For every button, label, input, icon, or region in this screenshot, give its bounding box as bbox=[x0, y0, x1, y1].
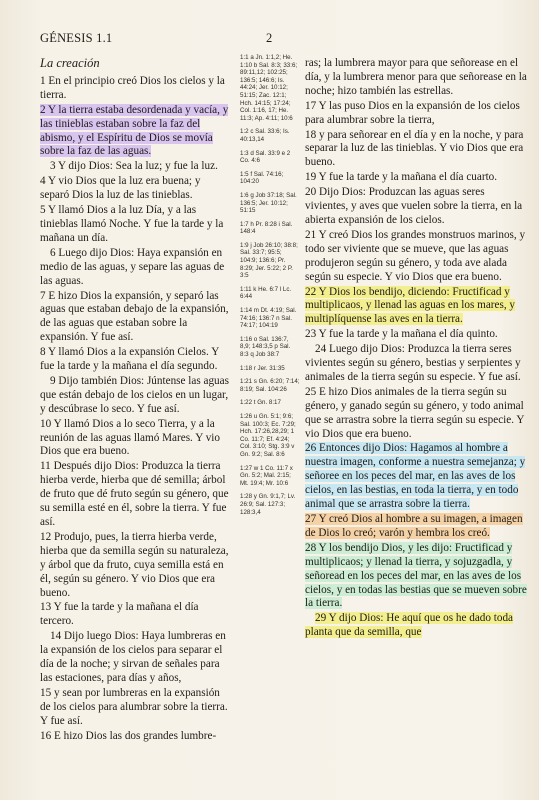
verse-22: 22 Y Dios los bendijo, diciendo: Fructificad y multiplicaos, y llenad las aguas en los mares, y multiplíquense las aves en la tierra. bbox=[305, 285, 516, 326]
verse-27: 27 Y creó Dios al hombre a su imagen, a imagen de Dios lo creó; varón y hembra los creó. bbox=[305, 513, 523, 539]
xref-1-1: 1:1 a Jn. 1:1,2; He. 1:10 b Sal. 8:3; 33:6; 89:11,12; 102:25; 136:5; 146:6; Is. 44:24; Jer. 10:12; 51:15; Zac. 12:1; Hch. 14:15; 17:24; Col. 1:16, 17; He. 11:3; Ap. 4:11; 10:6 bbox=[240, 54, 298, 122]
verse-7: 7 E hizo Dios la expansión, y separó las aguas que estaban debajo de la expansión, de las aguas que estaban sobre la expansión. Y fue así. bbox=[40, 289, 229, 344]
cross-reference-column bbox=[240, 54, 300, 522]
verse-25: 25 E hizo Dios animales de la tierra según su género, y ganado según su género, y todo animal que se arrastra sobre la tierra según su especie. Y vio Dios que era bueno. bbox=[305, 385, 525, 440]
verse-15: 15 y sean por lumbreras en la expansión de los cielos para alumbrar sobre la tierra. Y fue así. bbox=[40, 686, 228, 727]
verse-29-start: 29 Y dijo Dios: He aquí que os he dado toda planta que da semilla, que bbox=[305, 612, 514, 639]
xref-1-18: 1:18 r Jer. 31:35 bbox=[240, 364, 285, 372]
verse-3: 3 Y dijo Dios: Sea la luz; y fue la luz. bbox=[50, 160, 218, 173]
verse-5: 5 Y llamó Dios a la luz Día, y a las tinieblas llamó Noche. Y fue la tarde y la mañana un día. bbox=[40, 204, 224, 244]
xref-1-27: 1:27 w 1 Co. 11:7 x Gn. 5:2; Mal. 2:15; Mt. 19:4; Mr. 10:6 bbox=[240, 464, 293, 487]
verse-1: 1 En el principio creó Dios los cielos y la tierra. bbox=[40, 74, 225, 101]
verse-19: 19 Y fue la tarde y la mañana el día cuarto. bbox=[305, 171, 498, 184]
verse-24: 24 Luego dijo Dios: Produzca la tierra seres vivientes según su género, bestias y serpientes y animales de la tierra según su especie. Y fue así. bbox=[305, 343, 521, 383]
xref-1-7: 1:7 h Pr. 8:28 i Sal. 148:4 bbox=[240, 220, 293, 236]
verse-21: 21 Y creó Dios los grandes monstruos marinos, y todo ser viviente que se mueve, que las aguas produjeron según su género, y toda ave alada según su especie. Y vio Dios que era bueno. bbox=[305, 228, 526, 283]
page-number: 2 bbox=[266, 31, 273, 45]
verse-16-cont: ras; la lumbrera mayor para que señorease en el día, y la lumbrera menor para que señorease en la noche; hizo también las estrellas. bbox=[305, 57, 527, 97]
verse-17: 17 Y las puso Dios en la expansión de los cielos para alumbrar sobre la tierra, bbox=[305, 99, 520, 126]
left-column bbox=[40, 57, 232, 745]
xref-1-26: 1:26 u Gn. 5:1; 9:6; Sal. 100:3; Ec. 7:29; Hch. 17:26,28,29; 1 Co. 11:7; Ef. 4:24; Col. 3:10; Stg. 3:9 v Gn. 9:2; Sal. 8:6 bbox=[240, 412, 296, 458]
verse-8: 8 Y llamó Dios a la expansión Cielos. Y fue la tarde y la mañana el día segundo. bbox=[40, 346, 219, 373]
verse-13: 13 Y fue la tarde y la mañana el día tercero. bbox=[40, 601, 199, 628]
section-title: La creación bbox=[40, 56, 100, 70]
verse-23: 23 Y fue la tarde y la mañana el día quinto. bbox=[305, 328, 498, 341]
verse-28: 28 Y los bendijo Dios, y les dijo: Fructificad y multiplicaos; y llenad la tierra, y sojuzgadla, y señoread en los peces del mar, en las aves de los cielos, y en todas las bestias que se mueven sobre la tierra. bbox=[305, 541, 527, 610]
verse-14: 14 Dijo luego Dios: Haya lumbreras en la expansión de los cielos para separar el día de la noche; y sirvan de señales para las estaciones, para días y años, bbox=[40, 630, 226, 684]
verse-12: 12 Produjo, pues, la tierra hierba verde, hierba que da semilla según su naturaleza, y árbol que da fruto, cuya semilla está en él, según su género. Y vio Dios que era bueno. bbox=[40, 530, 229, 599]
xref-1-6: 1:6 g Job 37:18; Sal. 136:5; Jer. 10:12; 51:15 bbox=[240, 191, 297, 215]
verse-6: 6 Luego dijo Dios: Haya expansión en medio de las aguas, y separe las aguas de las aguas. bbox=[40, 246, 225, 287]
xref-1-5: 1:5 f Sal. 74:16; 104:20 bbox=[240, 170, 284, 186]
verse-9: 9 Dijo también Dios: Júntense las aguas que están debajo de los cielos en un lugar, y descúbrase lo seco. Y fue así. bbox=[40, 374, 229, 415]
verse-10: 10 Y llamó Dios a lo seco Tierra, y a la reunión de las aguas llamó Mares. Y vio Dios que era bueno. bbox=[40, 417, 220, 458]
verse-26: 26 Entonces dijo Dios: Hagamos al hombre a nuestra imagen, conforme a nuestra semejanza; y señoree en los peces del mar, en las aves de los cielos, en las bestias, en toda la tierra, y en todo animal que se arrastra sobre la tierra. bbox=[305, 442, 526, 511]
xref-1-3: 1:3 d Sal. 33:9 e 2 Co. 4:6 bbox=[240, 149, 291, 165]
right-column bbox=[305, 57, 527, 641]
verse-16-start: 16 E hizo Dios las dos grandes lumbre- bbox=[40, 729, 217, 742]
xref-1-28: 1:28 y Gn. 9:1,7; Lv. 26:9; Sal. 127:3; 128:3,4 bbox=[240, 493, 296, 516]
verse-20: 20 Dijo Dios: Produzcan las aguas seres vivientes, y aves que vuelen sobre la tierra, en la abierta expansión de los cielos. bbox=[305, 186, 523, 226]
verse-11: 11 Después dijo Dios: Produzca la tierra hierba verde, hierba que dé semilla; árbol de fruto que dé fruto según su género, que su semilla esté en él, sobre la tierra. Y fue así. bbox=[40, 460, 229, 528]
xref-1-16: 1:16 o Sal. 136:7, 8,9; 148:3,5 p Sal. 8:3 q Job 38:7 bbox=[240, 335, 291, 358]
xref-1-11: 1:11 k He. 6:7 l Lc. 6:44 bbox=[240, 285, 292, 301]
verse-4: 4 Y vio Dios que la luz era buena; y separó Dios la luz de las tinieblas. bbox=[40, 175, 201, 202]
book-reference: GÉNESIS 1.1 bbox=[40, 31, 113, 45]
xref-1-14: 1:14 m Dt. 4:19; Sal. 74:16; 136:7 n Sal. 74:17; 104:19 bbox=[240, 307, 297, 330]
verse-18: 18 y para señorear en el día y en la noche, y para separar la luz de las tinieblas. Y vio Dios que era bueno. bbox=[305, 128, 524, 169]
xref-1-22: 1:22 t Gn. 8:17 bbox=[240, 399, 281, 407]
xref-1-2: 1:2 c Sal. 33:6; Is. 40:13,14 bbox=[240, 128, 290, 143]
xref-1-21: 1:21 s Gn. 6:20; 7:14; 8:19; Sal. 104:26 bbox=[240, 378, 300, 393]
xref-1-9: 1:9 j Job 26:10; 38:8; Sal. 33:7; 95:5; 104:9; 136:6; Pr. 8:29; Jer. 5:22; 2 P. 3:5 bbox=[240, 241, 298, 280]
verse-2: 2 Y la tierra estaba desordenada y vacía, y las tinieblas estaban sobre la faz del abismo, y el Espíritu de Dios se movía sobre la faz de las aguas. bbox=[40, 103, 229, 158]
